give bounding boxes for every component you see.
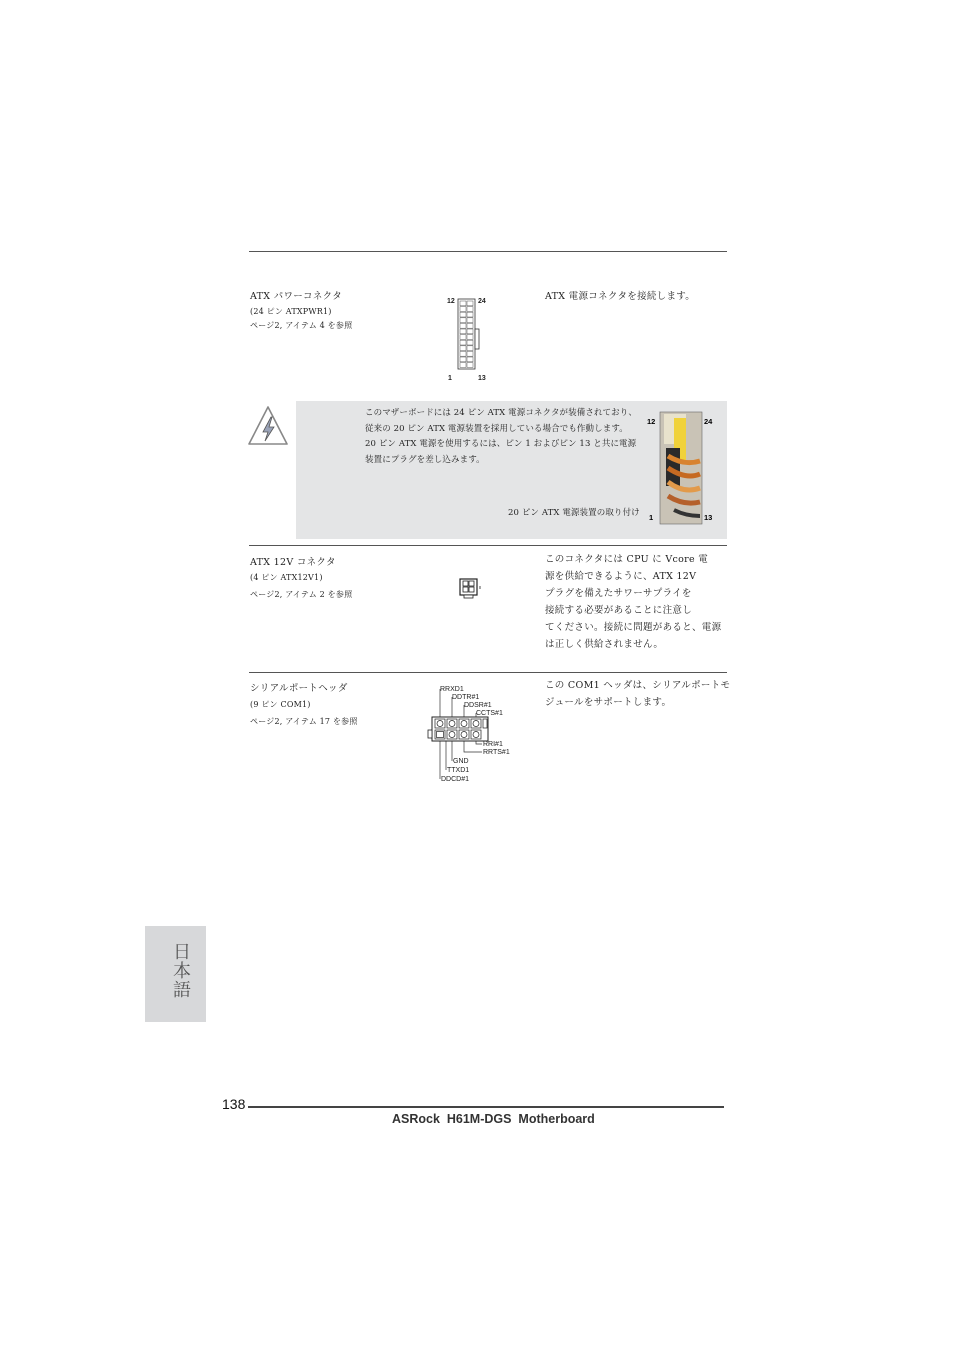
com-reference: ページ2, アイテム 17 を参照 — [250, 717, 358, 726]
top-rule — [249, 251, 727, 252]
desc-line: てください。接続に問題があると、電源 — [545, 622, 722, 633]
note-line: 装置にプラグを差し込みます。 — [365, 454, 485, 465]
language-side-tab — [145, 926, 206, 1022]
com-description — [545, 677, 735, 711]
desc-line: 接続する必要があることに注意し — [545, 605, 693, 616]
desc-line: プラグを備えたサワーサプライを — [545, 588, 692, 599]
caution-note-text — [365, 406, 655, 468]
note-line: このマザーボードには 24 ピン ATX 電源コネクタが装備されており、 — [365, 408, 637, 418]
atx12v-description — [545, 551, 735, 653]
atx-subtitle: (24 ピン ATXPWR1) — [250, 307, 332, 316]
desc-line: は正しく供給されません。 — [545, 639, 664, 650]
com-pin-label: DDCD#1 — [441, 776, 470, 783]
warning-icon — [247, 404, 289, 446]
atx-description: ATX 電源コネクタを接続します。 — [545, 291, 696, 302]
photo-pin-1-label: 1 — [649, 513, 654, 522]
atx-title: ATX パワーコネクタ — [250, 291, 343, 302]
section-rule — [249, 672, 727, 673]
footer-rule — [248, 1106, 724, 1108]
atx-reference: ページ2, アイテム 4 を参照 — [250, 321, 353, 330]
desc-line: このコネクタには CPU に Vcore 電 — [545, 554, 709, 565]
com-title: シリアルポートヘッダ — [250, 683, 348, 694]
com-pin-label: RRI#1 — [483, 741, 503, 748]
com-pin-label: RRTS#1 — [483, 749, 510, 756]
note-line: 20 ピン ATX 電源を使用するには、ピン 1 およびピン 13 と共に電源 — [365, 439, 637, 449]
com1-header-diagram — [426, 680, 516, 786]
atx12v-connector-diagram — [458, 577, 486, 601]
com-pin-label: DDTR#1 — [452, 694, 480, 701]
com-pin-label: CCTS#1 — [476, 710, 503, 717]
atx-pin-24-label: 24 — [478, 298, 486, 305]
photo-pin-12-label: 12 — [647, 417, 656, 426]
com-pin-label: RRXD1 — [440, 686, 464, 693]
desc-line: この COM1 ヘッダは、シリアルポートモ — [545, 680, 731, 691]
atx12v-title: ATX 12V コネクタ — [250, 557, 336, 568]
note-caption: 20 ピン ATX 電源装置の取り付け — [508, 508, 640, 518]
atx-pin-12-label: 12 — [447, 298, 455, 305]
section-rule — [249, 545, 727, 546]
com-subtitle: (9 ピン COM1) — [250, 700, 311, 709]
photo-pin-13-label: 13 — [704, 513, 713, 522]
photo-pin-24-label: 24 — [704, 417, 713, 426]
footer-product-name: ASRock H61M-DGS Motherboard — [392, 1112, 595, 1126]
com-pin-label: TTXD1 — [447, 767, 470, 774]
page-number: 138 — [222, 1096, 246, 1112]
atx-pin-1-label: 1 — [448, 375, 452, 382]
desc-line: ジュールをサポートします。 — [545, 697, 672, 708]
atx-pin-13-label: 13 — [478, 375, 486, 382]
desc-line: 源を供給できるように、ATX 12V — [545, 571, 697, 582]
note-line: 従来の 20 ピン ATX 電源装置を採用している場合でも作動します。 — [365, 423, 628, 434]
atx20-installation-photo — [644, 406, 719, 526]
atx24-connector-diagram — [440, 294, 500, 384]
language-side-tab-label: 日本語 — [170, 942, 191, 999]
com-pin-label: DDSR#1 — [464, 702, 492, 709]
atx12v-reference: ページ2, アイテム 2 を参照 — [250, 590, 353, 599]
com-pin-label: GND — [453, 758, 469, 765]
atx12v-subtitle: (4 ピン ATX12V1) — [250, 573, 323, 582]
